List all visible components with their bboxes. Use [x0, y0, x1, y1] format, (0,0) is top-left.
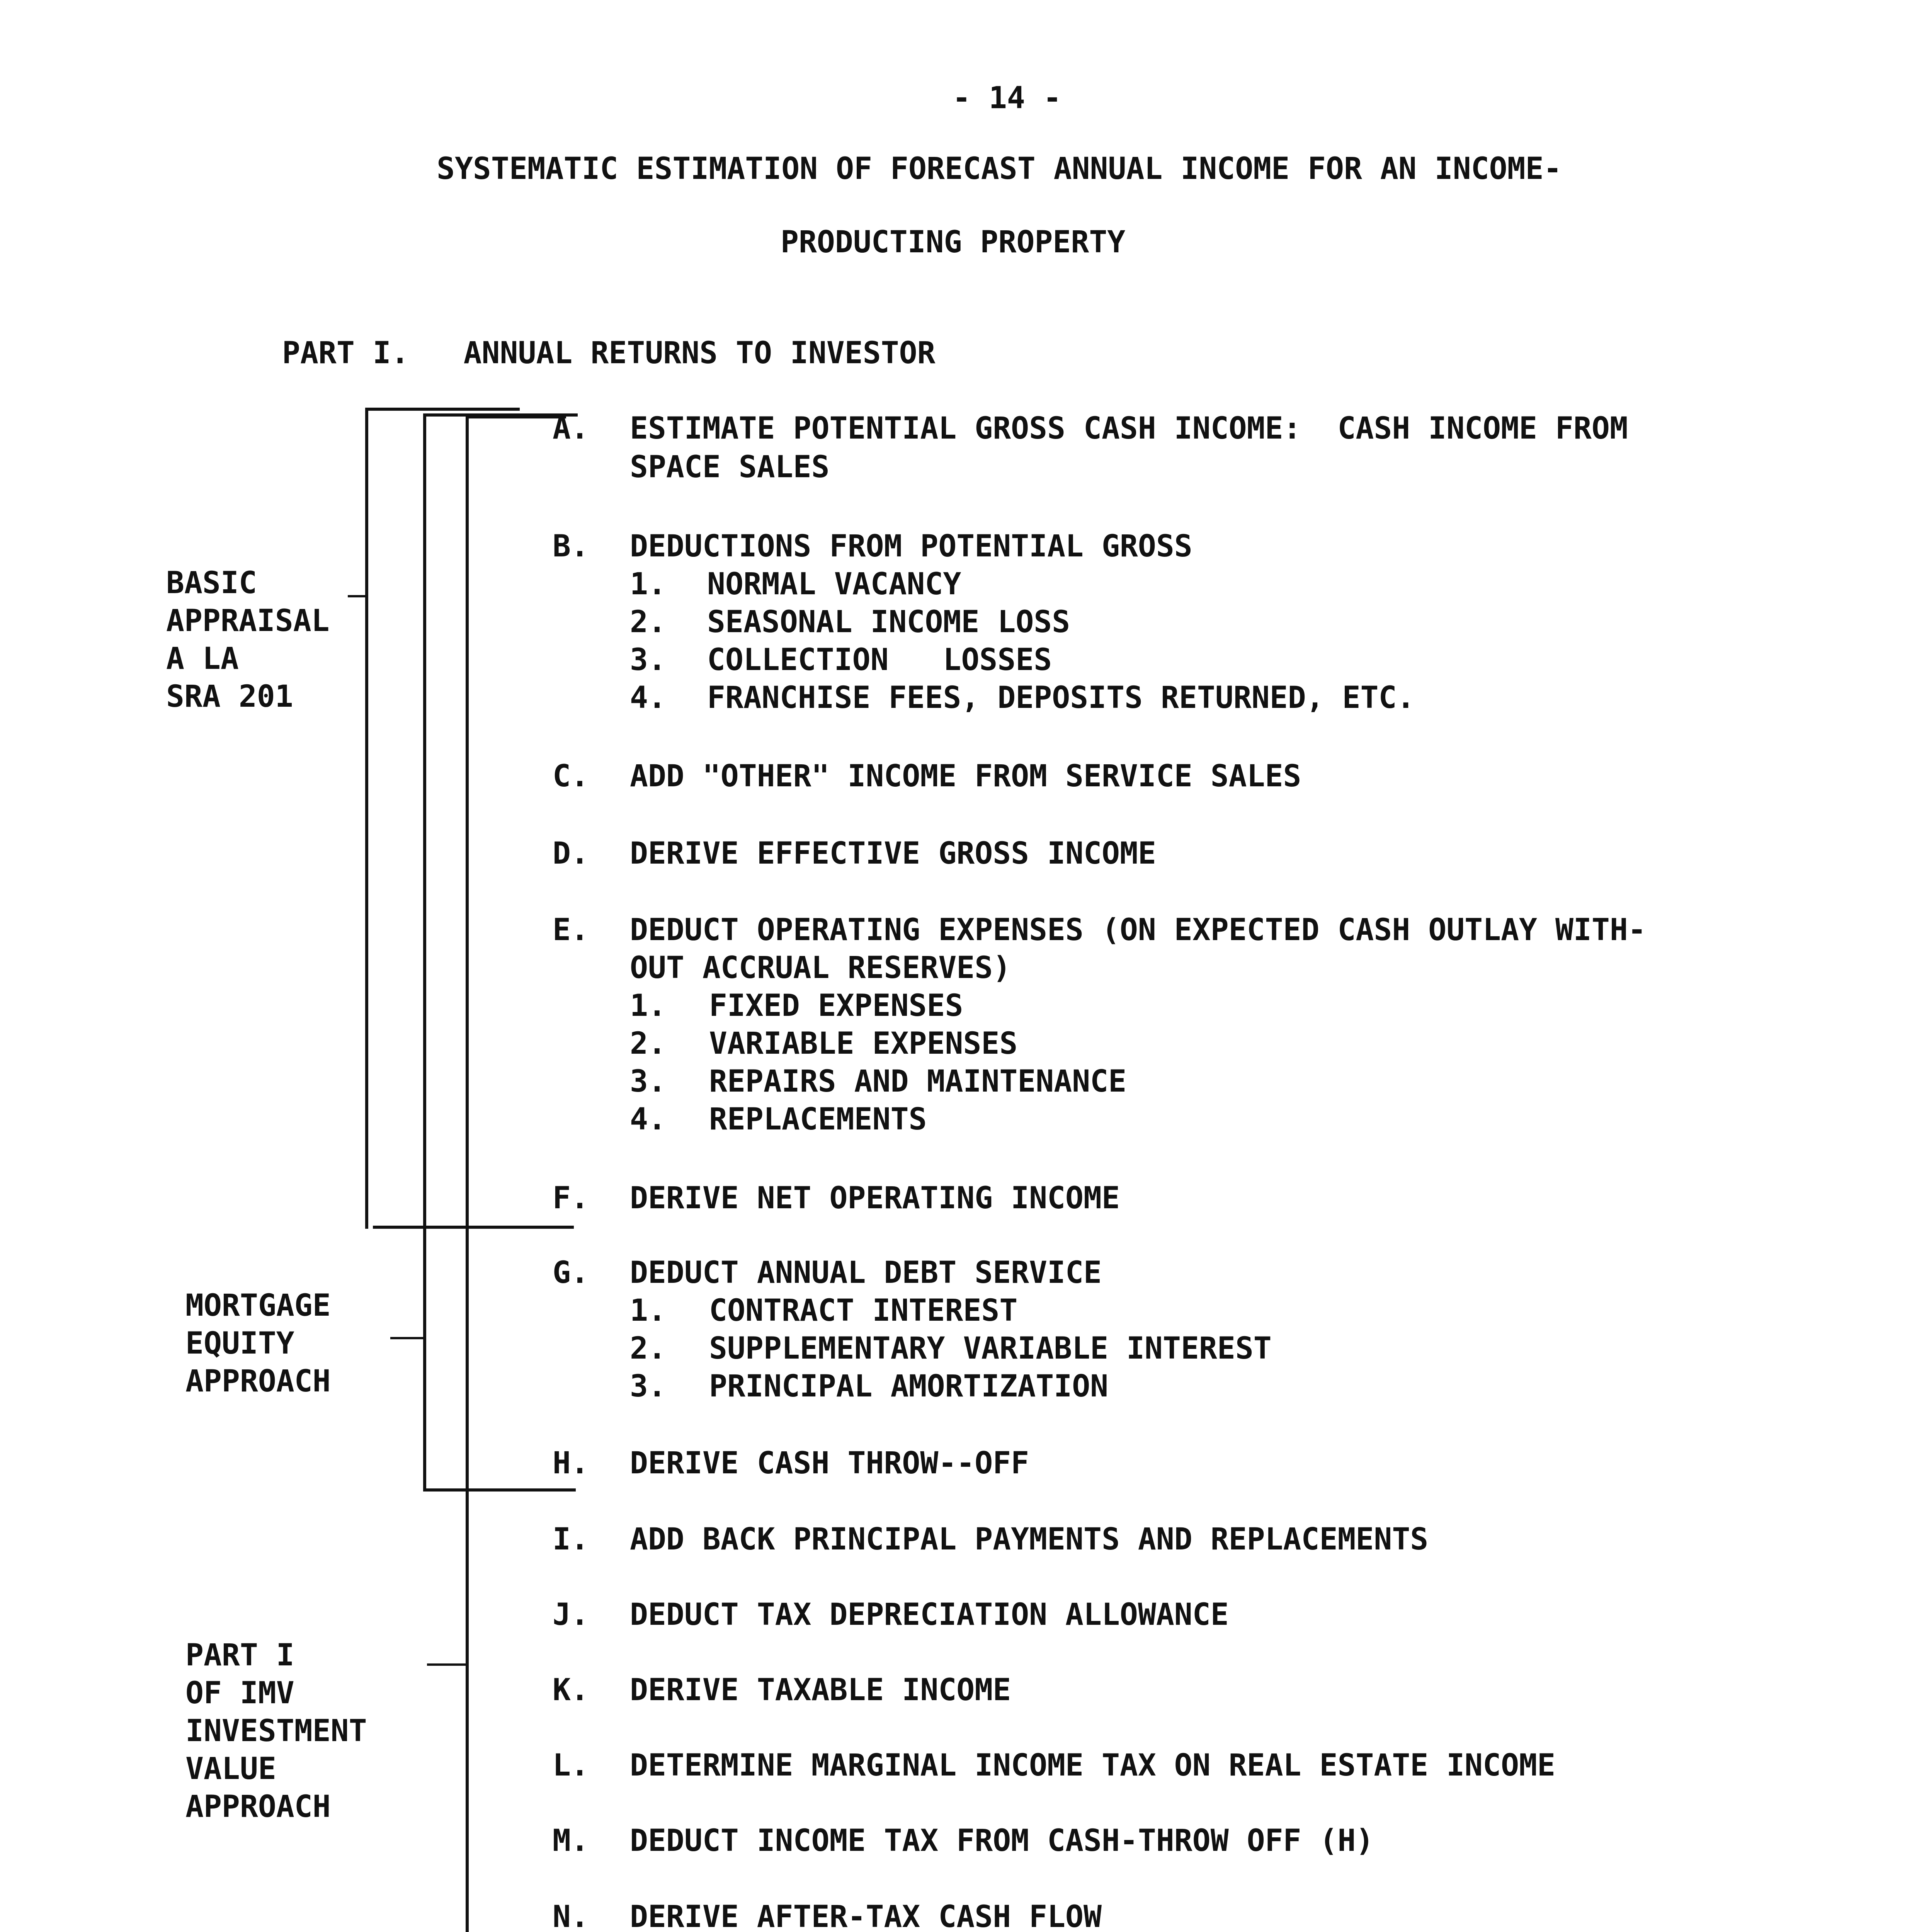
- item-d-letter: D.: [553, 836, 589, 871]
- item-e-sub-3-num: 3.: [630, 1064, 666, 1099]
- title-line-2: PRODUCTING PROPERTY: [781, 225, 1126, 260]
- bracket-imv-top: [466, 415, 566, 418]
- item-b-sub-4-num: 4.: [630, 680, 666, 715]
- item-b-sub-1-text: NORMAL VACANCY: [707, 567, 961, 602]
- item-f-text: DERIVE NET OPERATING INCOME: [630, 1181, 1120, 1216]
- item-b-letter: B.: [553, 529, 589, 564]
- item-e-cont: OUT ACCRUAL RESERVES): [630, 951, 1011, 985]
- item-e-sub-4-num: 4.: [630, 1102, 666, 1137]
- bracket-label-basic-appraisal: BASIC APPRAISAL A LA SRA 201: [166, 566, 330, 714]
- item-k-letter: K.: [553, 1673, 589, 1708]
- item-b-text: DEDUCTIONS FROM POTENTIAL GROSS: [630, 529, 1192, 564]
- item-g-sub-2-text: SUPPLEMENTARY VARIABLE INTEREST: [709, 1331, 1272, 1366]
- item-c-text: ADD "OTHER" INCOME FROM SERVICE SALES: [630, 759, 1301, 794]
- item-e-sub-1-num: 1.: [630, 988, 666, 1023]
- item-h-letter: H.: [553, 1446, 589, 1481]
- title-line-1: SYSTEMATIC ESTIMATION OF FORECAST ANNUAL INCOME FOR AN INCOME-: [437, 151, 1562, 186]
- bracket-label-mortgage-equity: MORTGAGE EQUITY APPROACH: [185, 1288, 331, 1399]
- item-g-letter: G.: [553, 1255, 589, 1290]
- bracket-mortgage-tick: [390, 1337, 423, 1339]
- bracket-mortgage-vertical: [423, 413, 426, 1492]
- item-a-text: ESTIMATE POTENTIAL GROSS CASH INCOME: CASH INCOME FROM: [630, 411, 1628, 446]
- bracket-mortgage-bottom: [423, 1488, 576, 1492]
- item-b-sub-2-num: 2.: [630, 605, 666, 639]
- item-g-sub-1-num: 1.: [630, 1293, 666, 1328]
- item-k-text: DERIVE TAXABLE INCOME: [630, 1673, 1011, 1708]
- item-e-sub-2-text: VARIABLE EXPENSES: [709, 1026, 1018, 1061]
- item-b-sub-3-num: 3.: [630, 643, 666, 677]
- item-b-sub-2-text: SEASONAL INCOME LOSS: [707, 605, 1070, 639]
- item-e-letter: E.: [553, 913, 589, 947]
- item-f-letter: F.: [553, 1181, 589, 1216]
- item-m-letter: M.: [553, 1823, 589, 1858]
- item-e-sub-3-text: REPAIRS AND MAINTENANCE: [709, 1064, 1127, 1099]
- item-g-sub-3-text: PRINCIPAL AMORTIZATION: [709, 1369, 1109, 1404]
- item-n-text: DERIVE AFTER-TAX CASH FLOW: [630, 1900, 1102, 1932]
- item-g-sub-3-num: 3.: [630, 1369, 666, 1404]
- item-n-letter: N.: [553, 1900, 589, 1932]
- item-e-sub-4-text: REPLACEMENTS: [709, 1102, 927, 1137]
- bracket-basic-bottom: [373, 1226, 574, 1229]
- item-l-text: DETERMINE MARGINAL INCOME TAX ON REAL ESTATE INCOME: [630, 1748, 1555, 1783]
- item-j-letter: J.: [553, 1597, 589, 1632]
- item-i-text: ADD BACK PRINCIPAL PAYMENTS AND REPLACEMENTS: [630, 1522, 1429, 1557]
- bracket-label-imv: PART I OF IMV INVESTMENT VALUE APPROACH: [185, 1638, 367, 1824]
- bracket-imv-tick: [427, 1663, 466, 1666]
- bracket-basic-top: [365, 408, 520, 411]
- item-i-letter: I.: [553, 1522, 589, 1557]
- item-a-letter: A.: [553, 411, 589, 446]
- item-m-text: DEDUCT INCOME TAX FROM CASH-THROW OFF (H): [630, 1823, 1374, 1858]
- bracket-basic-tick: [348, 595, 366, 597]
- item-h-text: DERIVE CASH THROW--OFF: [630, 1446, 1029, 1481]
- item-b-sub-3-text: COLLECTION LOSSES: [707, 643, 1052, 677]
- item-c-letter: C.: [553, 759, 589, 794]
- item-e-text: DEDUCT OPERATING EXPENSES (ON EXPECTED CASH OUTLAY WITH-: [630, 913, 1646, 947]
- item-b-sub-1-num: 1.: [630, 567, 666, 602]
- item-j-text: DEDUCT TAX DEPRECIATION ALLOWANCE: [630, 1597, 1229, 1632]
- page-number: - 14 -: [953, 81, 1061, 116]
- bracket-imv-vertical: [466, 417, 469, 1932]
- item-l-letter: L.: [553, 1748, 589, 1783]
- item-a-cont: SPACE SALES: [630, 450, 830, 485]
- item-g-sub-2-num: 2.: [630, 1331, 666, 1366]
- item-g-text: DEDUCT ANNUAL DEBT SERVICE: [630, 1255, 1102, 1290]
- item-d-text: DERIVE EFFECTIVE GROSS INCOME: [630, 836, 1156, 871]
- part1-heading: PART I. ANNUAL RETURNS TO INVESTOR: [282, 336, 936, 371]
- item-g-sub-1-text: CONTRACT INTEREST: [709, 1293, 1018, 1328]
- item-e-sub-2-num: 2.: [630, 1026, 666, 1061]
- item-b-sub-4-text: FRANCHISE FEES, DEPOSITS RETURNED, ETC.: [707, 680, 1415, 715]
- bracket-basic-vertical: [365, 408, 368, 1229]
- item-e-sub-1-text: FIXED EXPENSES: [709, 988, 963, 1023]
